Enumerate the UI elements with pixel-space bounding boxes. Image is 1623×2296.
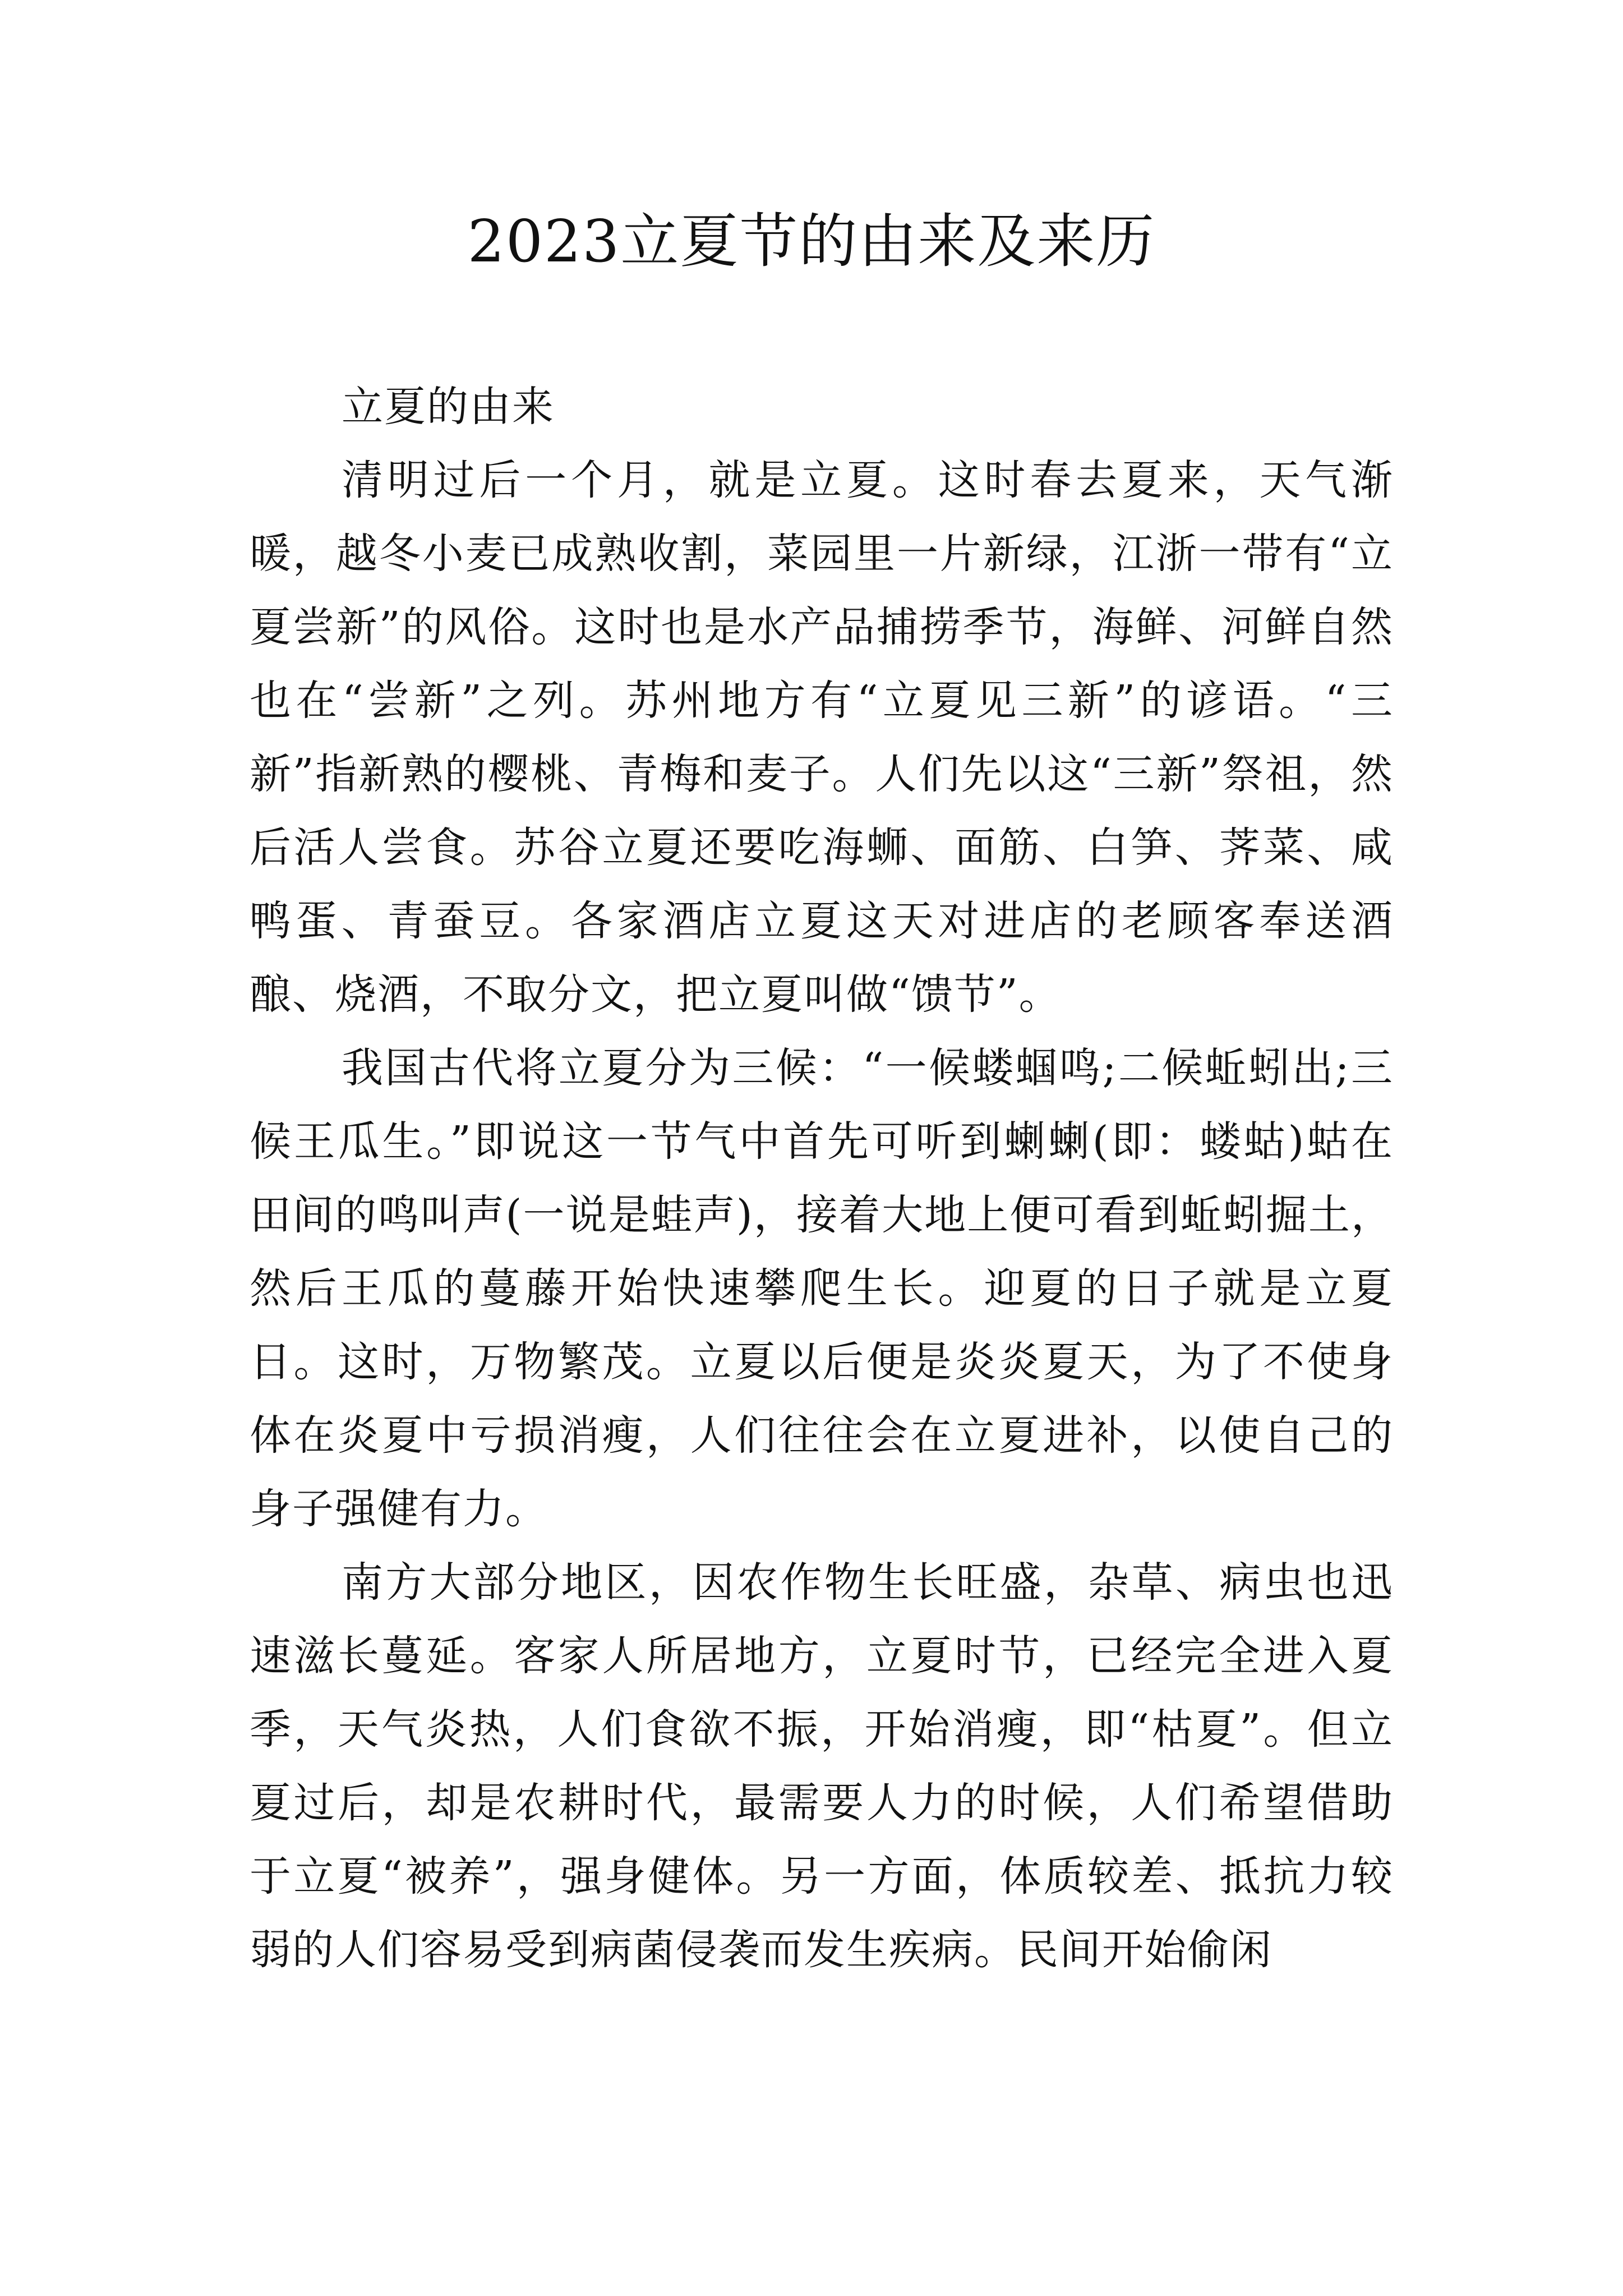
section-heading: 立夏的由来 [342,383,555,431]
document-title: 2023立夏节的由来及来历 [467,207,1156,275]
paragraph-1: 清明过后一个月，就是立夏。这时春去夏来，天气渐暖，越冬小麦已成熟收割，菜园里一片新绿，江浙一带有“立夏尝新”的风俗。这时也是水产品捕捞季节，海鲜、河鲜自然也在“尝新”之列。苏州地方有“立夏见三新”的谚语。“三新”指新熟的樱桃、青梅和麦子。人们先以这“三新”祭祖，然后活人尝食。苏谷立夏还要吃海蛳、面筋、白笋、荠菜、咸鸭蛋、青蚕豆。各家酒店立夏这天对进店的老顾客奉送酒酿、烧酒，不取分文，把立夏叫做“馈节”。 [250,456,1394,1019]
paragraph-3: 南方大部分地区，因农作物生长旺盛，杂草、病虫也迅速滋长蔓延。客家人所居地方，立夏时节，已经完全进入夏季，天气炎热，人们食欲不振，开始消瘦，即“枯夏”。但立夏过后，却是农耕时代，最需要人力的时候，人们希望借助于立夏“被养”，强身健体。另一方面，体质较差、抵抗力较弱的人们容易受到病菌侵袭而发生疾病。民间开始偷闲 [250,1558,1394,1974]
paragraph-2: 我国古代将立夏分为三候：“一候蝼蝈鸣;二候蚯蚓出;三候王瓜生。”即说这一节气中首先可听到蝲蝲(即：蝼蛄)蛄在田间的鸣叫声(一说是蛙声)，接着大地上便可看到蚯蚓掘土，然后王瓜的蔓藤开始快速攀爬生长。迎夏的日子就是立夏日。这时，万物繁茂。立夏以后便是炎炎夏天，为了不使身体在炎夏中亏损消瘦，人们往往会在立夏进补，以使自己的身子强健有力。 [250,1044,1394,1533]
document-body [250,370,1394,1987]
